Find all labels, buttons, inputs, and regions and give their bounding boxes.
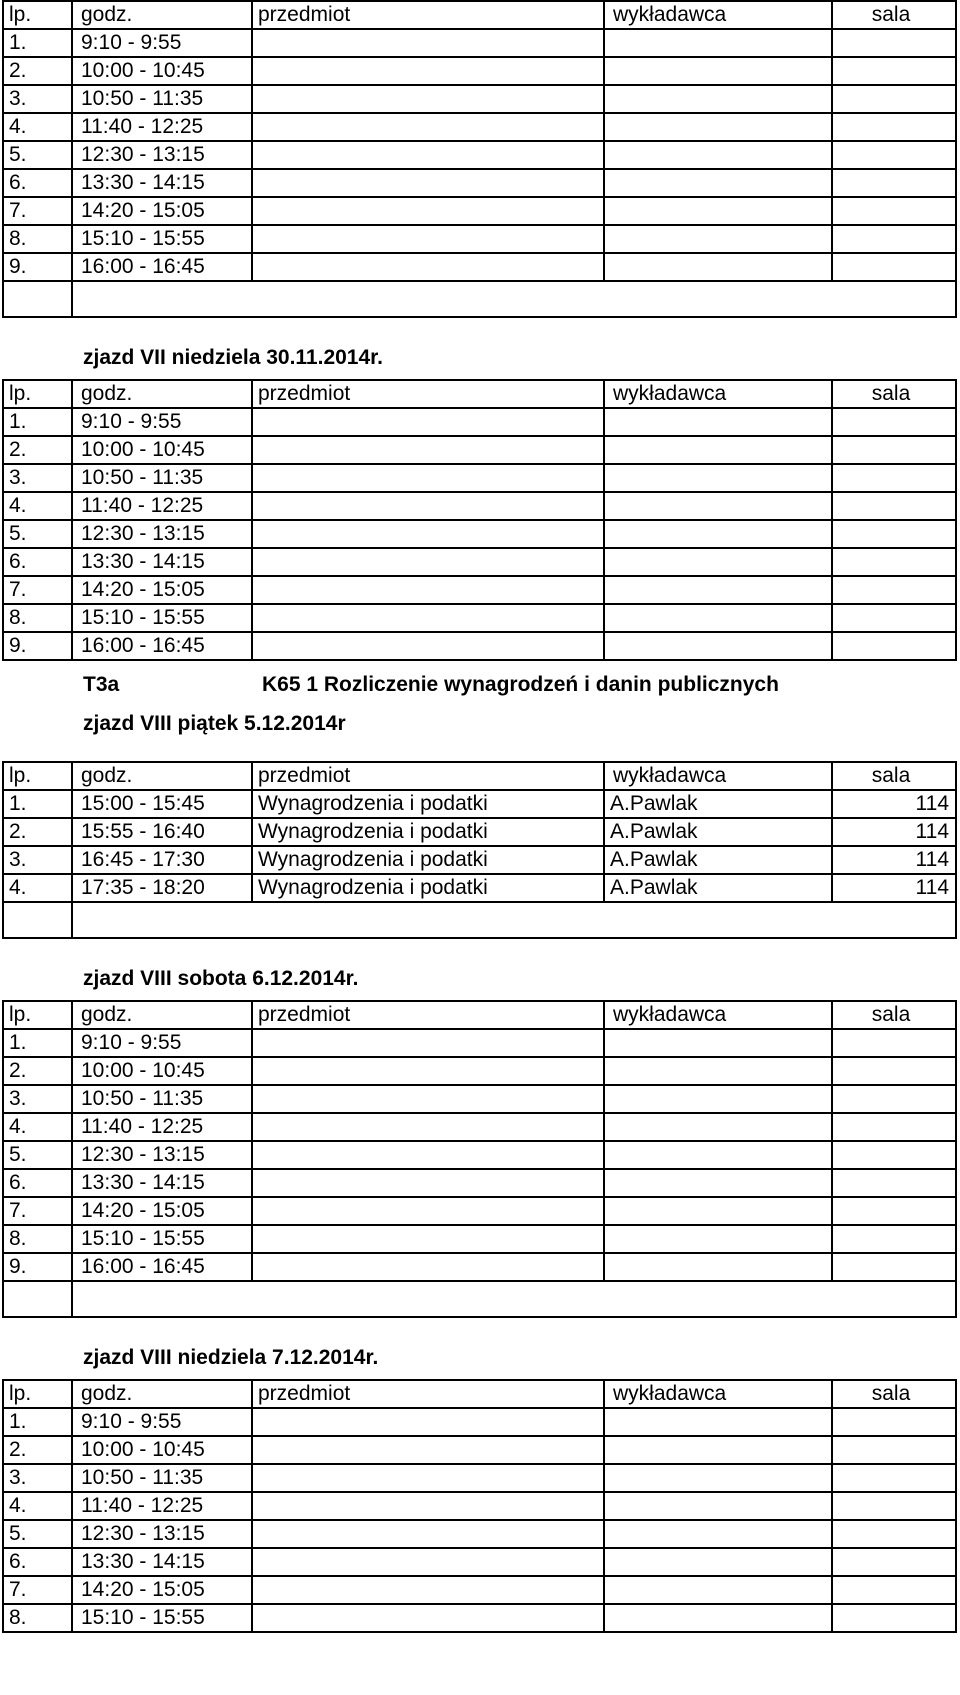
cell-przedmiot [252, 464, 604, 492]
cell-przedmiot [252, 548, 604, 576]
cell-przedmiot [252, 1436, 604, 1464]
cell-przedmiot [252, 1113, 604, 1141]
cell-godz: 15:10 - 15:55 [72, 1225, 252, 1253]
session-title: zjazd VIII piątek 5.12.2014r [83, 712, 346, 735]
cell-sala [832, 1029, 956, 1057]
cell-lp: 3. [3, 1085, 72, 1113]
cell-godz: 10:00 - 10:45 [72, 1057, 252, 1085]
cell-sala [832, 197, 956, 225]
empty-row [3, 902, 956, 938]
cell-sala [832, 408, 956, 436]
cell-godz: 11:40 - 12:25 [72, 1492, 252, 1520]
table-row [3, 1464, 956, 1492]
column-header-sala: sala [832, 380, 956, 408]
table-row [3, 604, 956, 632]
column-header-wykladawca: wykładawca [604, 762, 832, 790]
table-header-row [3, 1, 956, 29]
cell-lp: 4. [3, 874, 72, 902]
table-row [3, 253, 956, 281]
table-row [3, 1141, 956, 1169]
cell-godz: 17:35 - 18:20 [72, 874, 252, 902]
cell-lp: 9. [3, 632, 72, 660]
cell-wykladawca [604, 548, 832, 576]
cell-lp: 4. [3, 113, 72, 141]
cell-lp: 3. [3, 85, 72, 113]
table-row [3, 632, 956, 660]
table-row [3, 1436, 956, 1464]
cell-godz: 15:10 - 15:55 [72, 604, 252, 632]
column-header-lp: lp. [3, 1380, 72, 1408]
cell-lp: 1. [3, 408, 72, 436]
cell-sala [832, 1085, 956, 1113]
cell-wykladawca [604, 57, 832, 85]
cell-sala [832, 1113, 956, 1141]
cell-wykladawca [604, 1169, 832, 1197]
column-header-godz: godz. [72, 1380, 252, 1408]
column-header-przedmiot: przedmiot [252, 1, 604, 29]
cell-sala: 114 [832, 874, 956, 902]
course-label: K65 1 Rozliczenie wynagrodzeń i danin publicznych [262, 673, 779, 696]
cell-lp: 1. [3, 790, 72, 818]
cell-lp: 7. [3, 576, 72, 604]
cell-godz: 11:40 - 12:25 [72, 492, 252, 520]
cell-sala [832, 29, 956, 57]
section-heading [0, 1318, 960, 1379]
cell-wykladawca [604, 1604, 832, 1632]
cell-lp: 2. [3, 436, 72, 464]
cell-wykladawca [604, 169, 832, 197]
cell-przedmiot [252, 604, 604, 632]
cell-przedmiot [252, 1408, 604, 1436]
cell-sala [832, 1576, 956, 1604]
cell-lp: 3. [3, 1464, 72, 1492]
cell-przedmiot: Wynagrodzenia i podatki [252, 846, 604, 874]
cell-sala [832, 1548, 956, 1576]
cell-przedmiot [252, 29, 604, 57]
cell-przedmiot [252, 520, 604, 548]
table-row [3, 29, 956, 57]
table-header-row [3, 762, 956, 790]
table-header-row [3, 1001, 956, 1029]
cell-lp: 7. [3, 1576, 72, 1604]
cell-sala [832, 57, 956, 85]
schedule-table [2, 761, 957, 939]
cell-przedmiot [252, 576, 604, 604]
cell-przedmiot [252, 632, 604, 660]
session-title: zjazd VIII niedziela 7.12.2014r. [83, 1346, 379, 1369]
cell-godz: 13:30 - 14:15 [72, 1548, 252, 1576]
cell-empty [72, 1281, 956, 1317]
cell-empty [72, 281, 956, 317]
cell-wykladawca [604, 1576, 832, 1604]
cell-przedmiot [252, 141, 604, 169]
table-row [3, 1604, 956, 1632]
schedule-section [0, 318, 960, 661]
cell-sala [832, 492, 956, 520]
cell-przedmiot [252, 1029, 604, 1057]
cell-przedmiot [252, 1225, 604, 1253]
cell-godz: 12:30 - 13:15 [72, 520, 252, 548]
cell-lp: 8. [3, 1225, 72, 1253]
table-row [3, 1492, 956, 1520]
cell-przedmiot [252, 113, 604, 141]
column-header-wykladawca: wykładawca [604, 1380, 832, 1408]
cell-wykladawca [604, 1141, 832, 1169]
column-header-sala: sala [832, 1, 956, 29]
schedule-table [2, 379, 957, 661]
column-header-wykladawca: wykładawca [604, 1001, 832, 1029]
column-header-sala: sala [832, 1380, 956, 1408]
table-row [3, 1520, 956, 1548]
cell-przedmiot [252, 169, 604, 197]
cell-lp: 2. [3, 818, 72, 846]
session-title: zjazd VII niedziela 30.11.2014r. [83, 346, 384, 369]
cell-lp: 9. [3, 1253, 72, 1281]
empty-row [3, 281, 956, 317]
schedule-section [0, 1318, 960, 1633]
cell-sala [832, 1169, 956, 1197]
cell-wykladawca [604, 197, 832, 225]
cell-godz: 9:10 - 9:55 [72, 1408, 252, 1436]
table-row [3, 874, 956, 902]
cell-lp: 3. [3, 464, 72, 492]
cell-godz: 11:40 - 12:25 [72, 113, 252, 141]
section-heading [0, 318, 960, 379]
cell-przedmiot [252, 197, 604, 225]
cell-lp: 4. [3, 492, 72, 520]
column-header-przedmiot: przedmiot [252, 380, 604, 408]
cell-lp: 7. [3, 197, 72, 225]
cell-lp: 8. [3, 604, 72, 632]
cell-sala [832, 576, 956, 604]
cell-sala: 114 [832, 846, 956, 874]
group-label: T3a [83, 673, 120, 696]
cell-przedmiot [252, 1253, 604, 1281]
table-row [3, 436, 956, 464]
cell-godz: 12:30 - 13:15 [72, 1141, 252, 1169]
cell-godz: 10:00 - 10:45 [72, 436, 252, 464]
cell-lp: 1. [3, 29, 72, 57]
cell-przedmiot [252, 57, 604, 85]
cell-lp: 6. [3, 169, 72, 197]
cell-lp: 2. [3, 1057, 72, 1085]
cell-godz: 14:20 - 15:05 [72, 1576, 252, 1604]
cell-godz: 9:10 - 9:55 [72, 408, 252, 436]
table-row [3, 520, 956, 548]
column-header-lp: lp. [3, 1001, 72, 1029]
cell-lp: 8. [3, 1604, 72, 1632]
cell-godz: 12:30 - 13:15 [72, 141, 252, 169]
cell-godz: 11:40 - 12:25 [72, 1113, 252, 1141]
table-row [3, 1197, 956, 1225]
column-header-przedmiot: przedmiot [252, 762, 604, 790]
cell-lp: 5. [3, 141, 72, 169]
column-header-wykladawca: wykładawca [604, 380, 832, 408]
table-row [3, 408, 956, 436]
cell-lp: 1. [3, 1408, 72, 1436]
cell-godz: 10:50 - 11:35 [72, 85, 252, 113]
cell-godz: 9:10 - 9:55 [72, 1029, 252, 1057]
cell-wykladawca [604, 1520, 832, 1548]
cell-godz: 10:50 - 11:35 [72, 1085, 252, 1113]
cell-przedmiot [252, 1464, 604, 1492]
cell-przedmiot [252, 1085, 604, 1113]
cell-sala: 114 [832, 790, 956, 818]
cell-lp: 4. [3, 1492, 72, 1520]
cell-lp: 5. [3, 1520, 72, 1548]
cell-lp: 5. [3, 1141, 72, 1169]
table-row [3, 1408, 956, 1436]
cell-przedmiot [252, 1169, 604, 1197]
column-header-wykladawca: wykładawca [604, 1, 832, 29]
cell-wykladawca: A.Pawlak [604, 846, 832, 874]
cell-sala [832, 1197, 956, 1225]
cell-sala [832, 1141, 956, 1169]
cell-przedmiot [252, 492, 604, 520]
cell-empty [3, 1281, 72, 1317]
cell-lp: 2. [3, 1436, 72, 1464]
cell-wykladawca [604, 253, 832, 281]
column-header-lp: lp. [3, 1, 72, 29]
column-header-lp: lp. [3, 380, 72, 408]
table-row [3, 464, 956, 492]
cell-lp: 3. [3, 846, 72, 874]
cell-lp: 9. [3, 253, 72, 281]
schedule-section [0, 661, 960, 939]
table-row [3, 85, 956, 113]
cell-godz: 14:20 - 15:05 [72, 1197, 252, 1225]
schedule-section [0, 939, 960, 1318]
cell-lp: 6. [3, 548, 72, 576]
table-header-row [3, 380, 956, 408]
cell-przedmiot [252, 1141, 604, 1169]
cell-godz: 15:10 - 15:55 [72, 1604, 252, 1632]
cell-godz: 16:00 - 16:45 [72, 632, 252, 660]
cell-lp: 4. [3, 1113, 72, 1141]
cell-lp: 5. [3, 520, 72, 548]
column-header-sala: sala [832, 762, 956, 790]
cell-sala [832, 1520, 956, 1548]
cell-przedmiot [252, 225, 604, 253]
cell-godz: 16:45 - 17:30 [72, 846, 252, 874]
cell-sala [832, 520, 956, 548]
cell-wykladawca [604, 464, 832, 492]
table-row [3, 1113, 956, 1141]
cell-sala [832, 113, 956, 141]
table-row [3, 818, 956, 846]
table-row [3, 197, 956, 225]
cell-przedmiot [252, 1197, 604, 1225]
cell-przedmiot [252, 1604, 604, 1632]
cell-wykladawca [604, 1113, 832, 1141]
column-header-godz: godz. [72, 380, 252, 408]
section-heading [0, 939, 960, 1000]
cell-godz: 13:30 - 14:15 [72, 548, 252, 576]
cell-lp: 1. [3, 1029, 72, 1057]
table-row [3, 169, 956, 197]
cell-godz: 15:10 - 15:55 [72, 225, 252, 253]
cell-godz: 12:30 - 13:15 [72, 1520, 252, 1548]
column-header-przedmiot: przedmiot [252, 1001, 604, 1029]
cell-sala [832, 436, 956, 464]
cell-wykladawca [604, 436, 832, 464]
table-row [3, 846, 956, 874]
cell-wykladawca [604, 576, 832, 604]
cell-wykladawca [604, 1436, 832, 1464]
cell-godz: 13:30 - 14:15 [72, 1169, 252, 1197]
cell-przedmiot [252, 253, 604, 281]
table-row [3, 548, 956, 576]
cell-wykladawca [604, 85, 832, 113]
cell-wykladawca [604, 1197, 832, 1225]
cell-godz: 10:00 - 10:45 [72, 1436, 252, 1464]
cell-wykladawca: A.Pawlak [604, 874, 832, 902]
cell-przedmiot [252, 85, 604, 113]
table-row [3, 576, 956, 604]
cell-przedmiot: Wynagrodzenia i podatki [252, 790, 604, 818]
cell-sala [832, 1436, 956, 1464]
column-header-przedmiot: przedmiot [252, 1380, 604, 1408]
column-header-sala: sala [832, 1001, 956, 1029]
cell-wykladawca [604, 113, 832, 141]
cell-godz: 10:00 - 10:45 [72, 57, 252, 85]
cell-sala [832, 632, 956, 660]
cell-godz: 13:30 - 14:15 [72, 169, 252, 197]
cell-przedmiot [252, 1548, 604, 1576]
table-row [3, 113, 956, 141]
column-header-godz: godz. [72, 762, 252, 790]
cell-wykladawca: A.Pawlak [604, 818, 832, 846]
table-row [3, 1548, 956, 1576]
cell-wykladawca [604, 225, 832, 253]
empty-row [3, 1281, 956, 1317]
cell-przedmiot [252, 1520, 604, 1548]
schedule-table [2, 0, 957, 318]
cell-wykladawca [604, 29, 832, 57]
column-header-godz: godz. [72, 1, 252, 29]
cell-sala [832, 85, 956, 113]
cell-sala [832, 253, 956, 281]
cell-lp: 7. [3, 1197, 72, 1225]
cell-sala [832, 464, 956, 492]
cell-wykladawca [604, 1253, 832, 1281]
table-row [3, 225, 956, 253]
cell-wykladawca [604, 1057, 832, 1085]
cell-wykladawca [604, 520, 832, 548]
cell-wykladawca [604, 408, 832, 436]
session-title: zjazd VIII sobota 6.12.2014r. [83, 967, 359, 990]
cell-sala [832, 141, 956, 169]
schedule-section [0, 0, 960, 318]
cell-wykladawca [604, 604, 832, 632]
cell-lp: 2. [3, 57, 72, 85]
column-header-lp: lp. [3, 762, 72, 790]
cell-lp: 8. [3, 225, 72, 253]
column-header-godz: godz. [72, 1001, 252, 1029]
cell-wykladawca [604, 492, 832, 520]
cell-godz: 14:20 - 15:05 [72, 576, 252, 604]
cell-sala [832, 1253, 956, 1281]
table-row [3, 1576, 956, 1604]
cell-sala [832, 1057, 956, 1085]
cell-wykladawca [604, 1492, 832, 1520]
cell-lp: 6. [3, 1169, 72, 1197]
cell-wykladawca [604, 1085, 832, 1113]
cell-sala [832, 1604, 956, 1632]
cell-przedmiot: Wynagrodzenia i podatki [252, 818, 604, 846]
cell-godz: 9:10 - 9:55 [72, 29, 252, 57]
cell-wykladawca [604, 1408, 832, 1436]
cell-godz: 16:00 - 16:45 [72, 253, 252, 281]
table-row [3, 1225, 956, 1253]
cell-przedmiot [252, 1576, 604, 1604]
cell-sala [832, 1408, 956, 1436]
table-row [3, 790, 956, 818]
cell-empty [72, 902, 956, 938]
table-row [3, 1085, 956, 1113]
table-row [3, 57, 956, 85]
table-row [3, 1029, 956, 1057]
cell-godz: 15:55 - 16:40 [72, 818, 252, 846]
cell-sala [832, 1464, 956, 1492]
table-row [3, 492, 956, 520]
cell-lp: 6. [3, 1548, 72, 1576]
cell-wykladawca: A.Pawlak [604, 790, 832, 818]
cell-wykladawca [604, 1548, 832, 1576]
cell-sala [832, 1225, 956, 1253]
table-row [3, 141, 956, 169]
section-heading [0, 661, 960, 761]
cell-wykladawca [604, 141, 832, 169]
cell-godz: 16:00 - 16:45 [72, 1253, 252, 1281]
cell-wykladawca [604, 1029, 832, 1057]
cell-wykladawca [604, 1225, 832, 1253]
table-row [3, 1057, 956, 1085]
table-row [3, 1253, 956, 1281]
cell-przedmiot [252, 1057, 604, 1085]
cell-sala: 114 [832, 818, 956, 846]
cell-godz: 10:50 - 11:35 [72, 1464, 252, 1492]
cell-wykladawca [604, 1464, 832, 1492]
cell-sala [832, 548, 956, 576]
cell-empty [3, 281, 72, 317]
table-header-row [3, 1380, 956, 1408]
cell-godz: 15:00 - 15:45 [72, 790, 252, 818]
schedule-table [2, 1000, 957, 1318]
table-row [3, 1169, 956, 1197]
schedule-table [2, 1379, 957, 1633]
cell-sala [832, 1492, 956, 1520]
cell-przedmiot [252, 436, 604, 464]
cell-godz: 14:20 - 15:05 [72, 197, 252, 225]
cell-wykladawca [604, 632, 832, 660]
cell-sala [832, 225, 956, 253]
cell-przedmiot [252, 408, 604, 436]
cell-przedmiot [252, 1492, 604, 1520]
cell-sala [832, 604, 956, 632]
cell-godz: 10:50 - 11:35 [72, 464, 252, 492]
cell-sala [832, 169, 956, 197]
cell-przedmiot: Wynagrodzenia i podatki [252, 874, 604, 902]
cell-empty [3, 902, 72, 938]
